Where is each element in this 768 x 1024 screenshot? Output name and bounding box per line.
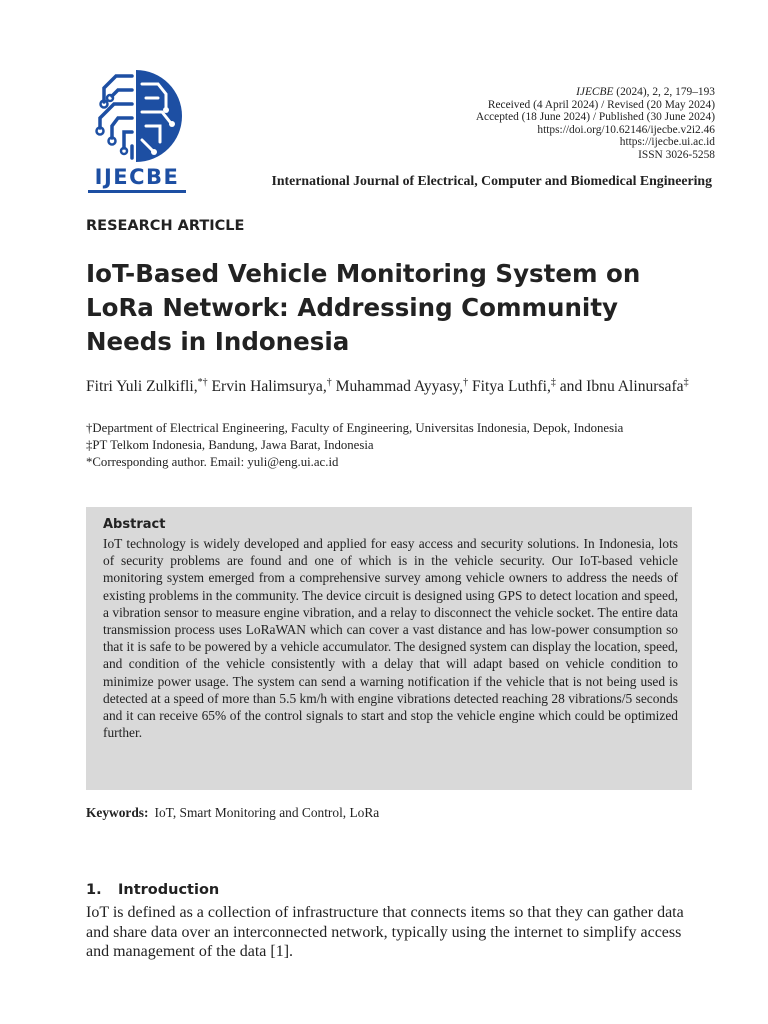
author-mark: ‡ — [550, 377, 556, 388]
issn: ISSN 3026-5258 — [638, 148, 715, 161]
citation-line — [476, 86, 715, 99]
affiliation-2: ‡PT Telkom Indonesia, Bandung, Jawa Barat, Indonesia — [86, 438, 374, 452]
citation-rest: (2024), 2, 2, 179–193 — [616, 86, 715, 98]
keywords-value: IoT, Smart Monitoring and Control, LoRa — [154, 805, 380, 820]
affiliations — [86, 420, 706, 471]
author-mark: † — [463, 377, 469, 388]
journal-url[interactable]: https://ijecbe.ui.ac.id — [619, 136, 715, 149]
section-body: IoT is defined as a collection of infrastructure that connects items so that they can gather data and share data over an interconnected network, typically using the internet to simplify access and management of the data [1]. — [86, 904, 684, 961]
publication-metadata — [476, 86, 715, 162]
journal-abbrev: IJECBE — [576, 86, 614, 98]
author-list — [86, 372, 696, 397]
paper-title: IoT-Based Vehicle Monitoring System on LoRa Network: Addressing Community Needs in Indonesia — [86, 259, 641, 356]
author-mark: ‡ — [683, 377, 689, 388]
author-name: Fitya Luthfi, — [468, 378, 551, 396]
author-name: Muhammad Ayyasy, — [331, 378, 464, 396]
corresponding-author: *Corresponding author. Email: yuli@eng.ui.ac.id — [86, 455, 339, 469]
logo-underline — [88, 190, 186, 193]
received-dates: Received (4 April 2024) / Revised (20 May 2024) — [487, 98, 715, 111]
author-name: Fitri Yuli Zulkifli, — [86, 378, 198, 396]
abstract-box — [86, 507, 692, 790]
section-number: 1. — [86, 882, 102, 898]
section-heading — [86, 882, 219, 898]
affiliation-1: †Department of Electrical Engineering, Faculty of Engineering, Universitas Indonesia, Depok, Indonesia — [86, 421, 624, 435]
abstract-body: IoT technology is widely developed and applied for easy access and security solutions. In Indonesia, lots of security problems are found and one of which is in the vehicle security. Our IoT-based vehicle monitoring system emerged from a comprehensive survey among vehicle owners to address the needs of existing problems in the community. The device circuit is designed using GPS to detect location and speed, a vibration sensor to measure engine vibration, and a relay to disconnect the vehicle socket. The entire data transmission process uses LoRaWAN which can cover a vast distance and has low-power consumption so that it is safe to be powered by a vehicle accumulator. The designed system can display the location, speed, and condition of the vehicle consistently with a delay that will adapt based on vehicle condition to minimize power usage. The system can send a warning notification if the vehicle that is not being used is detected at a speed of more than 5.5 km/h with engine vibrations detected reaching 28 vibrations/5 seconds and it can receive 65% of the control signals to start and stop the vehicle engine which could be optimized further. — [103, 536, 678, 741]
keywords-label: Keywords: — [86, 805, 149, 820]
author-name: and Ibnu Alinursafa — [555, 378, 684, 396]
author-name: Ervin Halimsurya, — [207, 378, 327, 396]
section-title: Introduction — [118, 882, 220, 898]
doi-link[interactable]: https://doi.org/10.62146/ijecbe.v2i2.46 — [537, 123, 715, 136]
logo-text: IJECBE — [94, 165, 180, 189]
keywords — [86, 805, 379, 821]
abstract-heading: Abstract — [103, 517, 166, 532]
circuit-brain-icon — [86, 68, 188, 164]
journal-logo — [86, 68, 188, 192]
accepted-dates: Accepted (18 June 2024) / Published (30 June 2024) — [475, 111, 715, 124]
author-mark: † — [326, 377, 332, 388]
author-mark: *† — [197, 377, 208, 388]
article-type: RESEARCH ARTICLE — [86, 218, 245, 234]
journal-full-name: International Journal of Electrical, Computer and Biomedical Engineering — [271, 173, 712, 188]
